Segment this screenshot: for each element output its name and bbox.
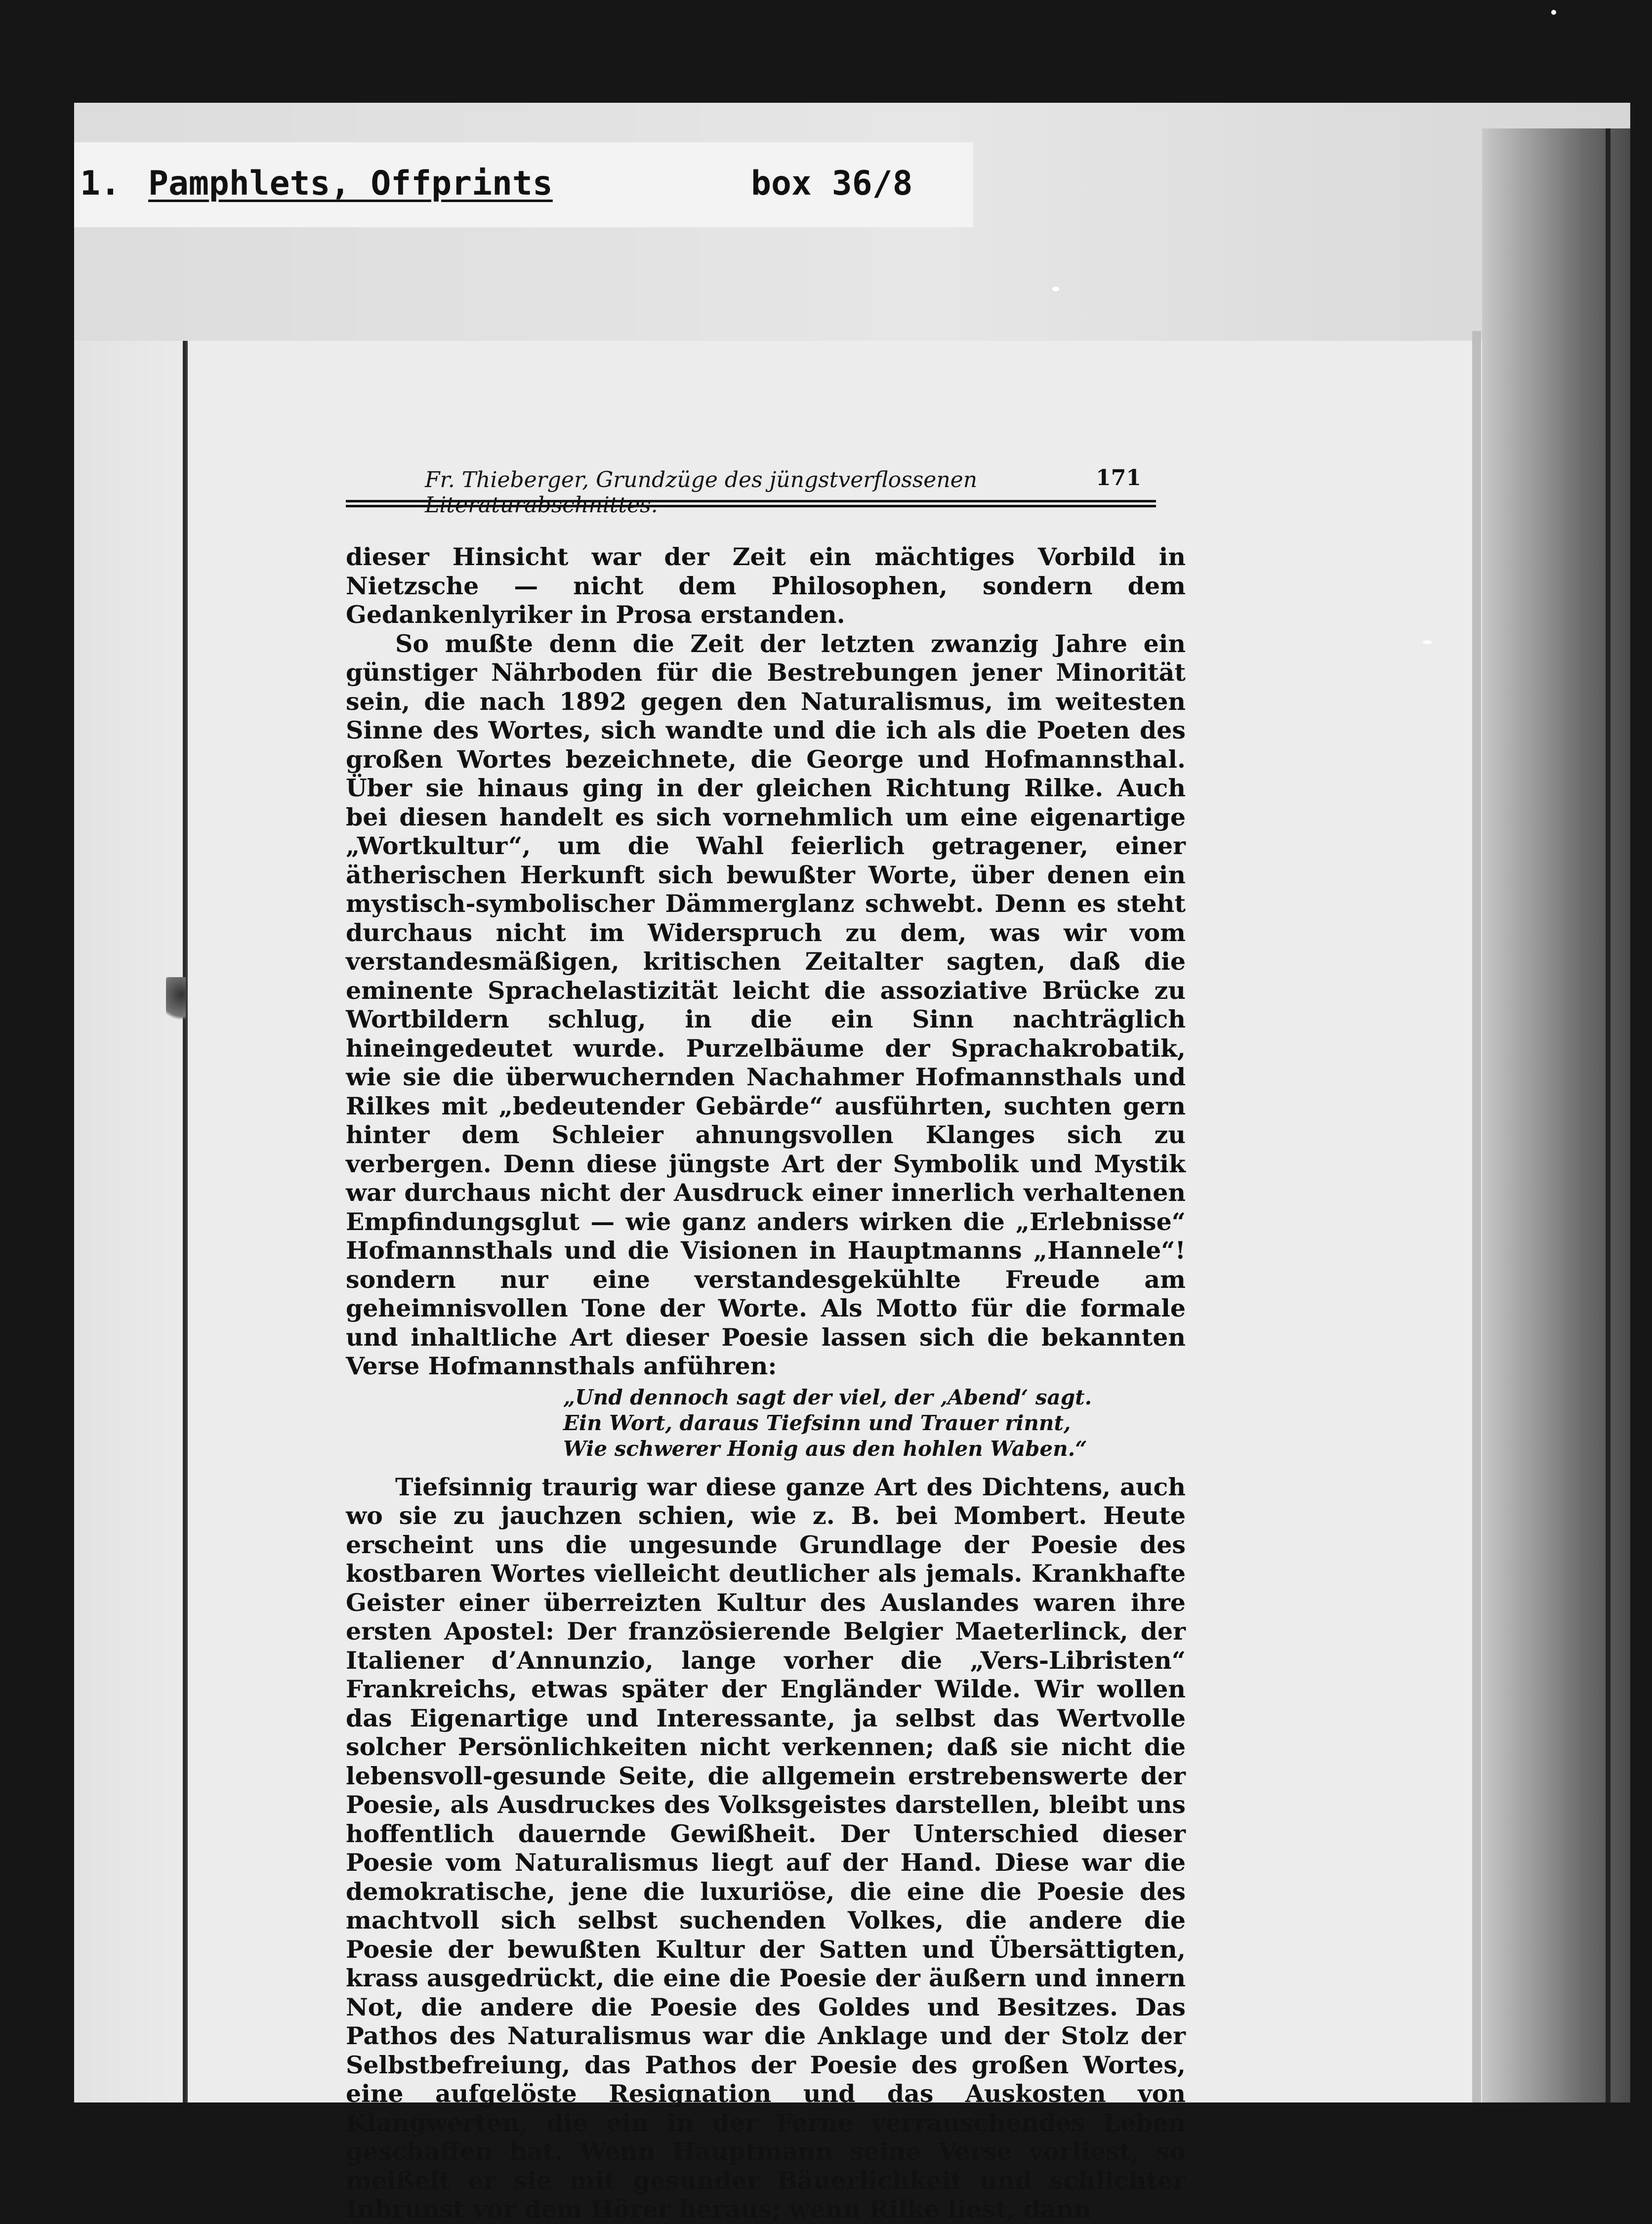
backing-edge xyxy=(1606,128,1611,2102)
dust-speck xyxy=(1052,287,1059,291)
running-title: Fr. Thieberger, Grundzüge des jüngstverflossenen xyxy=(425,467,978,493)
verse-line: „Und dennoch sagt der viel, der ‚Abend‘ sagt. xyxy=(563,1385,1092,1409)
dust-speck xyxy=(1551,10,1556,15)
paragraph-2: So mußte denn die Zeit der letzten zwanzig Jahre ein günstiger Nährboden für die Bestrebungen jener Minorität sein, die nach 1892 gegen den Naturalismus, im weitesten Sinne des Wortes, sich wandte und die ich als die Poeten des großen Wortes bezeichnete, die George und Hofmannsthal. Über sie hinaus ging in der gleichen Richtung Rilke. Auch bei diesen handelt es sich vornehmlich um eine eigenartige „Wortkultur“, um die Wahl feierlich getragener, einer ätherischen Herkunft sich bewußter Worte, über denen ein mystisch-symbolischer Dämmerglanz schwebt. Denn es steht durchaus nicht im Widerspruch zu dem, was wir vom verstandesmäßigen, kritischen Zeitalter sagten, daß die eminente Sprachelastizität leicht die assoziative Brücke zu Wortbildern schlug, in die ein Sinn nachträglich hineingedeutet wurde. Purzelbäume der Sprachakrobatik, wie sie die überwuchernden Nachahmer Hofmannsthals und Rilkes mit „bedeutender Gebärde“ ausführten, suchten gern hinter dem Schleier ahnungsvollen Klanges sich zu verbergen. Denn diese jüngste Art der Symbolik und Mystik war durchaus nicht der Ausdruck einer innerlich verhaltenen Empfindungsglut — wie ganz anders wirken die „Erlebnisse“ Hofmannsthals und die Visionen in Hauptmanns „Hannele“! sondern nur eine verstandesgekühlte Freude am geheimnisvollen Tone der Worte. Als Motto für die formale und inhaltliche Art dieser Poesie lassen sich die bekannten Verse Hofmannsthals anführen: xyxy=(346,629,1186,1380)
paragraph-1: dieser Hinsicht war der Zeit ein mächtiges Vorbild in Nietzsche — nicht dem Philosophen, sondern dem Gedankenlyriker in Prosa erstanden. xyxy=(346,542,1186,629)
header-rule-bottom xyxy=(346,505,1156,507)
dust-speck xyxy=(1423,640,1432,644)
archive-label xyxy=(74,142,973,227)
body-text xyxy=(346,542,1186,2224)
page-number: 171 xyxy=(1096,465,1141,491)
paragraph-3: Tiefsinnig traurig war diese ganze Art des Dichtens, auch wo sie zu jauchzen schien, wie z. B. bei Mombert. Heute erscheint uns die ungesunde Grundlage der Poesie des kostbaren Wortes vielleicht deutlicher als jemals. Krankhafte Geister einer überreizten Kultur des Auslandes waren ihre ersten Apostel: Der französierende Belgier Maeterlinck, der Italiener d’Annunzio, lange vorher die „Vers-Libristen“ Frankreichs, etwas später der Engländer Wilde. Wir wollen das Eigenartige und Interessante, ja selbst das Wertvolle solcher Persönlichkeiten nicht verkennen; daß sie nicht die lebensvoll-gesunde Seite, die allgemein erstrebenswerte der Poesie, als Ausdruckes des Volksgeistes darstellen, bleibt uns hoffentlich dauernde Gewißheit. Der Unterschied dieser Poesie vom Naturalismus liegt auf der Hand. Diese war die demokratische, jene die luxuriöse, die eine die Poesie des machtvoll sich selbst suchenden Volkes, die andere die Poesie der bewußten Kultur der Satten und Übersättigten, krass ausgedrückt, die eine die Poesie der äußern und innern Not, die andere die Poesie des Goldes und Besitzes. Das Pathos des Naturalismus war die Anklage und der Stolz der Selbstbefreiung, das Pathos der Poesie des großen Wortes, eine aufgelöste Resignation und das Auskosten von Klangwerten, die ein in der Ferne verrauschendes Leben geschaffen hat. Wenn Hauptmann seine Verse vorliest, so meißelt er sie mit gesunder Bäuerlichkeit und schlichter Inbrunst vor dem Hörer heraus; wenn Rilke liest, dann xyxy=(346,1472,1186,2224)
page-right-edge xyxy=(1472,331,1481,2102)
label-number: 1. xyxy=(80,164,121,203)
header-rule-top xyxy=(346,500,1156,502)
verse-line: Ein Wort, daraus Tiefsinn und Trauer rinnt, xyxy=(563,1410,1071,1435)
verse-quote xyxy=(563,1385,1186,1462)
running-header xyxy=(346,462,1156,499)
left-page-edge xyxy=(74,341,186,2102)
verse-line: Wie schwerer Honig aus den hohlen Waben.“ xyxy=(563,1436,1087,1461)
label-box-number: box 36/8 xyxy=(751,164,913,203)
label-category: Pamphlets, Offprints xyxy=(148,164,553,203)
